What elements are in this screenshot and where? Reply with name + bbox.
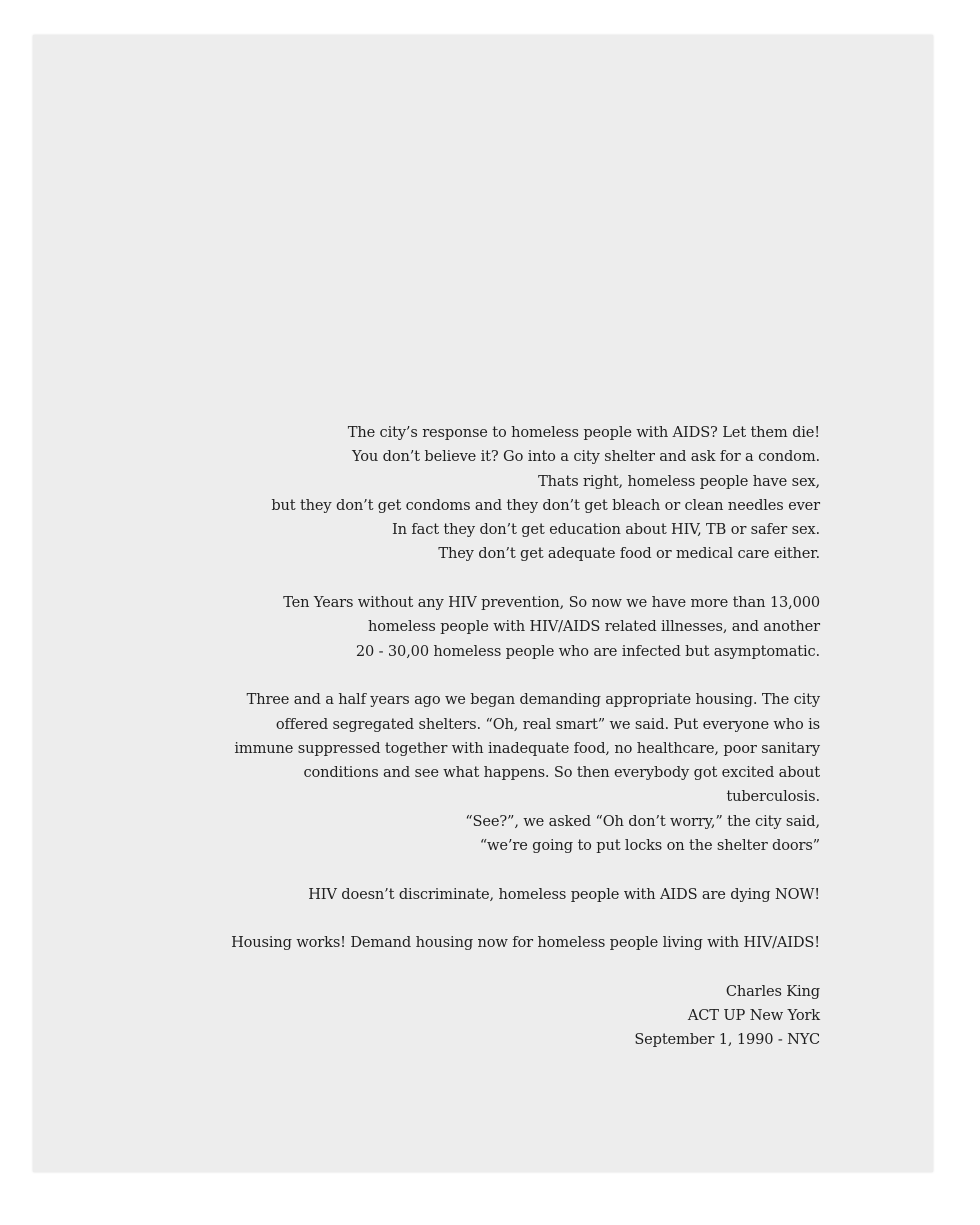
text-line: offered segregated shelters. “Oh, real smart” we said. Put everyone who is [275, 715, 820, 733]
letter-body [120, 421, 820, 1053]
text-line: but they don’t get condoms and they don’t get bleach or clean needles ever [271, 496, 820, 514]
text-line: You don’t believe it? Go into a city shelter and ask for a condom. [352, 448, 820, 466]
text-line: “we’re going to put locks on the shelter doors” [479, 837, 820, 855]
paragraph [120, 421, 820, 567]
paragraph-gap [120, 858, 820, 882]
signature-name: Charles King [725, 982, 820, 1000]
text-line: homeless people with HIV/AIDS related illnesses, and another [367, 618, 820, 636]
signature-date: September 1, 1990 - NYC [634, 1031, 820, 1049]
text-line: HIV doesn’t discriminate, homeless people with AIDS are dying NOW! [308, 885, 820, 903]
text-line: Thats right, homeless people have sex, [538, 472, 820, 490]
paragraph-gap [120, 956, 820, 980]
paragraph-gap [120, 567, 820, 591]
paragraph [120, 591, 820, 664]
text-line: They don’t get adequate food or medical care either. [438, 545, 820, 563]
paragraph-gap [120, 664, 820, 688]
paragraph-gap [120, 907, 820, 931]
signature-organization: ACT UP New York [687, 1007, 820, 1025]
text-line: conditions and see what happens. So then everybody got excited about [303, 764, 820, 782]
text-line: 20 - 30,00 homeless people who are infected but asymptomatic. [355, 642, 820, 660]
text-line: immune suppressed together with inadequate food, no healthcare, poor sanitary [234, 739, 820, 757]
text-line: Ten Years without any HIV prevention, So now we have more than 13,000 [283, 594, 820, 612]
paragraph [120, 931, 820, 955]
text-line: The city’s response to homeless people with AIDS? Let them die! [347, 424, 820, 441]
text-line: In fact they don’t get education about HIV, TB or safer sex. [392, 521, 820, 539]
paragraph [120, 688, 820, 858]
text-line: “See?”, we asked “Oh don’t worry,” the city said, [465, 812, 820, 830]
text-line: tuberculosis. [726, 788, 820, 806]
signature-block [120, 980, 820, 1053]
text-line: Three and a half years ago we began demanding appropriate housing. The city [246, 691, 820, 709]
text-line: Housing works! Demand housing now for homeless people living with HIV/AIDS! [231, 934, 820, 952]
paragraph [120, 883, 820, 907]
